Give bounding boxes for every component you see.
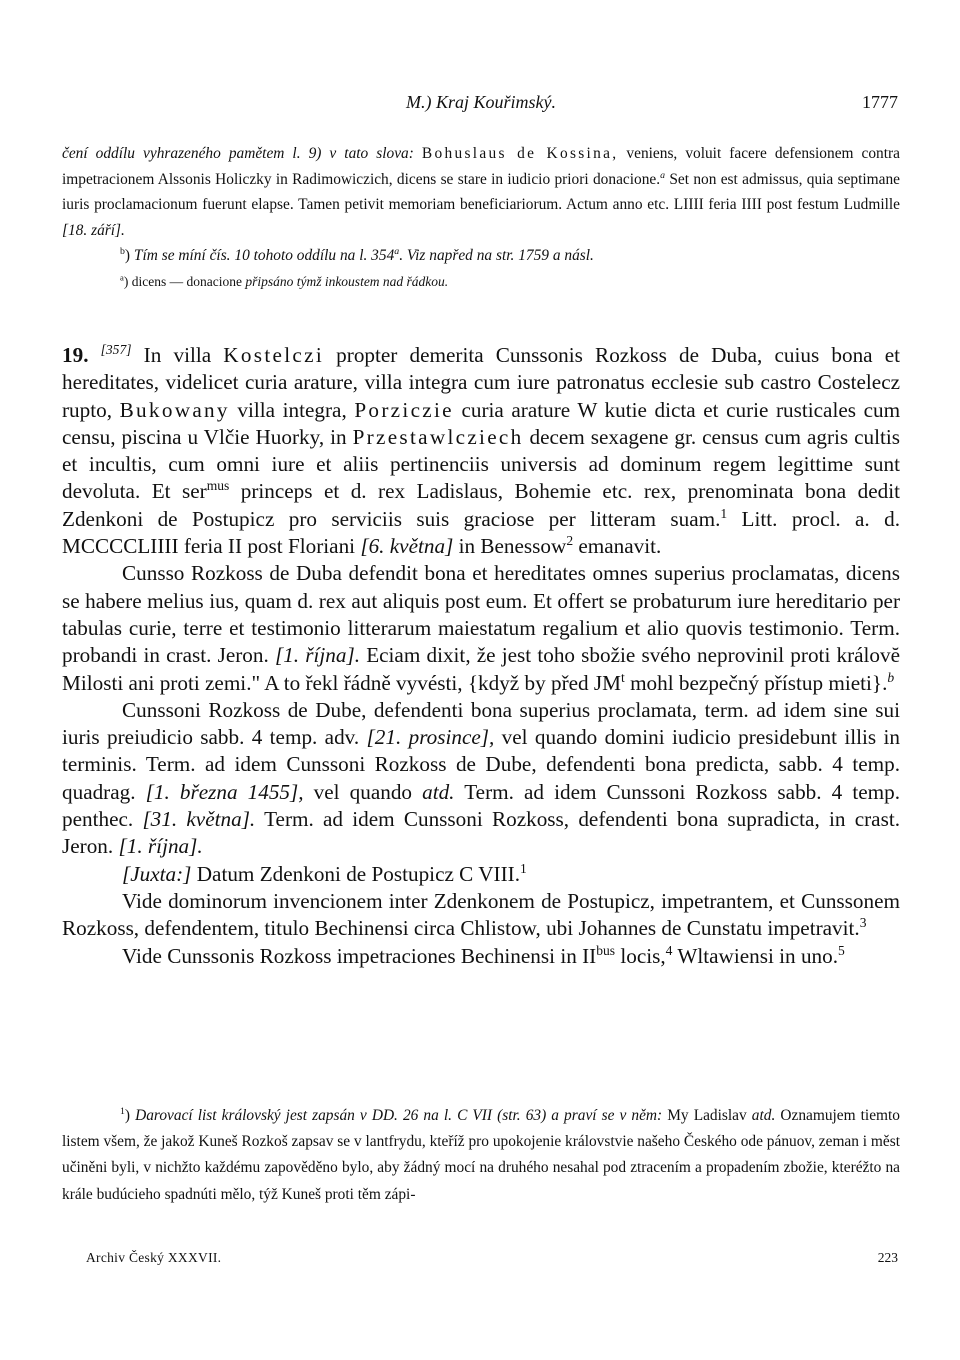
footnotes xyxy=(62,1103,900,1208)
footnote-ref: 4 xyxy=(665,942,673,958)
italic-span: čení oddílu vyhrazeného pamětem l. 9) v tato slova: xyxy=(62,145,414,162)
running-title: M.) Kraj Kouřimský. xyxy=(406,92,556,112)
text-span: emanavit. xyxy=(578,534,662,559)
footnote-b: $^b$) Tím se míní čís. 10 tohoto oddílu na l. 354$^a$. Viz napřed na str. 1759 a násl. xyxy=(120,246,594,265)
text-span: vel quando domini iudicio presidebunt illis in terminis. Term. ad idem Cunssoni Rozkoss de Dube, defendenti bona predicta, sabb. 4 temp. quadrag. xyxy=(62,725,900,804)
juxta-paragraph xyxy=(62,861,900,888)
text-span: vel quando xyxy=(313,779,413,804)
text-span: Cunsso Rozkoss de Duba defendit bona et hereditates omnes superius proclamatas, dicens se habere melius ius, quam d. rex aut aliquis post eum. Et offert se probaturum iure hereditario per tabulas curie, terre et testimonio litterarum maiestatum regalium et alio quovis testimonio. Term. probandi in crast. Jeron. xyxy=(62,561,900,668)
main-text xyxy=(62,342,900,970)
page-footer xyxy=(62,1250,900,1272)
italic-date: [1. října]. xyxy=(274,643,361,668)
italic-date: [1. října]. xyxy=(118,834,203,859)
defense-paragraph xyxy=(62,560,900,696)
running-header xyxy=(62,92,900,118)
note-mark: b xyxy=(887,669,895,685)
footnote-text: dicens — donacione xyxy=(131,273,242,289)
spaced-name: Kostelczi xyxy=(223,343,325,367)
italic-date: [31. května]. xyxy=(142,807,256,832)
italic-date: [21. prosince], xyxy=(366,725,495,750)
text-span: veniens, voluit facere defensionem contra impetracionem Alssonis Holiczky in Radimowiczich, dicens se stare in iudicio priori donacione. xyxy=(62,145,900,188)
footnote-ref: 5 xyxy=(838,942,845,958)
footnote-1: $^1$) Darovací list královský jest zapsán v DD. 26 na l. C VII (str. 63) a praví se v něm: My Ladislav atd. Oznamujem tiemto listem všem, že jakož Kuneš Rozkoš zapsav se v lantfrydu, kteříž pro upokojenie královstvie našeho Českého ode pánuov, zeman i měst učiněni byli, v nichžto každému zapověděno bylo, aby žádný mocí na druhého nesahal pod ztracením a propadením zbožie, kteréžto na krále budúcieho spadnúti mělo, týž Kuneš proti těm zápi- xyxy=(62,1105,900,1203)
spaced-name: Bohuslaus de Kossina, xyxy=(421,145,619,162)
vide-paragraph-1 xyxy=(62,888,900,943)
footnote-mark: 1 xyxy=(120,1105,125,1117)
terms-paragraph xyxy=(62,697,900,861)
text-span: Cunssoni Rozkoss de Dube, defendenti bona superius proclamata, term. ad idem sine sui iuris preiudicio sabb. 4 temp. adv. xyxy=(62,697,900,750)
spaced-name: Przestawlcziech xyxy=(352,424,524,449)
footnote-ref: 1 xyxy=(720,505,728,521)
continued-paragraph xyxy=(62,141,900,243)
footer-source: Archiv Český XXXVII. xyxy=(86,1250,222,1265)
entry-ref: [357] xyxy=(100,341,132,357)
footnote-ref: 2 xyxy=(566,533,574,549)
footnote-a: $^a$) dicens — donacione připsáno týmž inkoustem nad řádkou. xyxy=(120,272,449,289)
footnote-italic: Darovací list královský jest zapsán v DD. 26 na l. C VII (str. 63) a praví se v něm: xyxy=(135,1107,663,1124)
text-span: Vide Cunssonis Rozkoss impetraciones Bechinensi in II xyxy=(122,943,597,968)
footnote-ref: 1 xyxy=(520,860,527,876)
footnote-sup: a xyxy=(394,246,400,258)
text-span: propter demerita Cunssonis Rozkoss de Duba, cuius bona et hereditates, videlicet curia arature, villa integra cum iure patronatus ecclesie sub castro Costelecz rupto, xyxy=(62,343,901,422)
entry-paragraph xyxy=(62,342,900,560)
text-span: locis, xyxy=(620,943,666,968)
italic-word: atd. xyxy=(422,779,455,804)
italic-date: [18. září]. xyxy=(62,221,125,239)
text-span: decem sexagene gr. census cum agris cultis et incultis, cum omni iure et aliis pertinenciis universis ad dominum regem legittime sunt devoluta. Et ser xyxy=(62,424,901,504)
text-span: In villa xyxy=(143,343,212,367)
text-span: Datum Zdenkoni de Postupicz C VIII. xyxy=(196,861,520,886)
footnote-mark: a xyxy=(120,272,124,283)
text-span: princeps et d. rex Ladislaus, Bohemie etc. rex, prenominata bona dedit Zdenkoni de Postupicz pro serviciis suis graciose per litteram suam. xyxy=(62,479,900,531)
superscript: t xyxy=(621,669,625,685)
footer-signature: 223 xyxy=(877,1250,898,1265)
footnote-text: My Ladislav xyxy=(667,1107,747,1124)
footnote-italic: připsáno týmž inkoustem nad řádkou. xyxy=(245,273,449,289)
entry-number: 19. xyxy=(62,343,89,367)
footnote-ref: 3 xyxy=(859,915,867,931)
footnote-text: Oznamujem tiemto listem všem, že jakož Kuneš Rozkoš zapsav se v lantfrydu, kteříž pro upokojenie královstvie našeho Českého ode pánuov, zeman i měst učiněni byli, v nichžto každému zapověděno bylo, aby žádný mocí na druhého nesahal pod ztracením a propadením zbožie, kteréžto na krále budúcieho spadnúti mělo, týž Kuneš proti těm zápi- xyxy=(62,1107,900,1203)
text-span: Eciam dixit, že jest toho sbožie svého neprovinil proti královĕ Milosti ani proti zemi." A to řekl řádně vyvésti, {když by před JM xyxy=(62,643,901,695)
text-span: Term. ad idem Cunssoni Rozkoss sabb. 4 temp. penthec. xyxy=(62,779,900,832)
text-span: curia arature W kutie dicta et curie rusticales cum censu, piscina u Vlčie Huorky, in xyxy=(62,397,901,449)
footnote-text: . Viz napřed na str. 1759 a násl. xyxy=(399,247,594,265)
italic-date: [6. května] xyxy=(360,534,454,559)
footnote-mark: b xyxy=(120,246,125,258)
footnote-text: Tím se míní čís. 10 tohoto oddílu na l. 354 xyxy=(133,247,395,265)
vide-paragraph-2 xyxy=(62,943,900,970)
note-mark: a xyxy=(660,169,665,181)
italic-date: [1. března 1455], xyxy=(145,779,304,804)
italic-word: [Juxta:] xyxy=(122,861,192,886)
text-span: in Benessow xyxy=(458,534,567,559)
page-number: 1777 xyxy=(862,92,898,112)
text-span: mohl bezpečný přístup mieti}. xyxy=(630,670,888,695)
text-span: Litt. procl. a. d. MCCCCLIIII feria II post Floriani xyxy=(62,506,901,559)
footnote-italic: atd. xyxy=(751,1107,776,1124)
text-span: Term. ad idem Cunssoni Rozkoss, defendenti bona supradicta, in crast. Jeron. xyxy=(62,807,901,859)
spaced-name: Bukowany xyxy=(119,397,230,422)
text-span: Vide dominorum invencionem inter Zdenkonem de Postupicz, impetrantem, et Cunssonem Rozkoss, defendentem, titulo Bechinensi circa Chlistow, ubi Johannes de Cunstatu impetravit. xyxy=(62,888,900,941)
text-span: Set non est admissus, quia septimane iuris proclamacionum fuerunt elapse. Tamen petivit memoriam beneficiariorum. Actum anno etc. LIIII feria IIII post festum Ludmille xyxy=(62,170,900,214)
superscript: mus xyxy=(206,478,230,494)
superscript: bus xyxy=(596,942,616,958)
spaced-name: Porziczie xyxy=(354,397,454,422)
text-span: Wltawiensi in uno. xyxy=(677,943,839,968)
continued-text-block xyxy=(62,141,900,295)
text-span: villa integra, xyxy=(237,397,347,422)
